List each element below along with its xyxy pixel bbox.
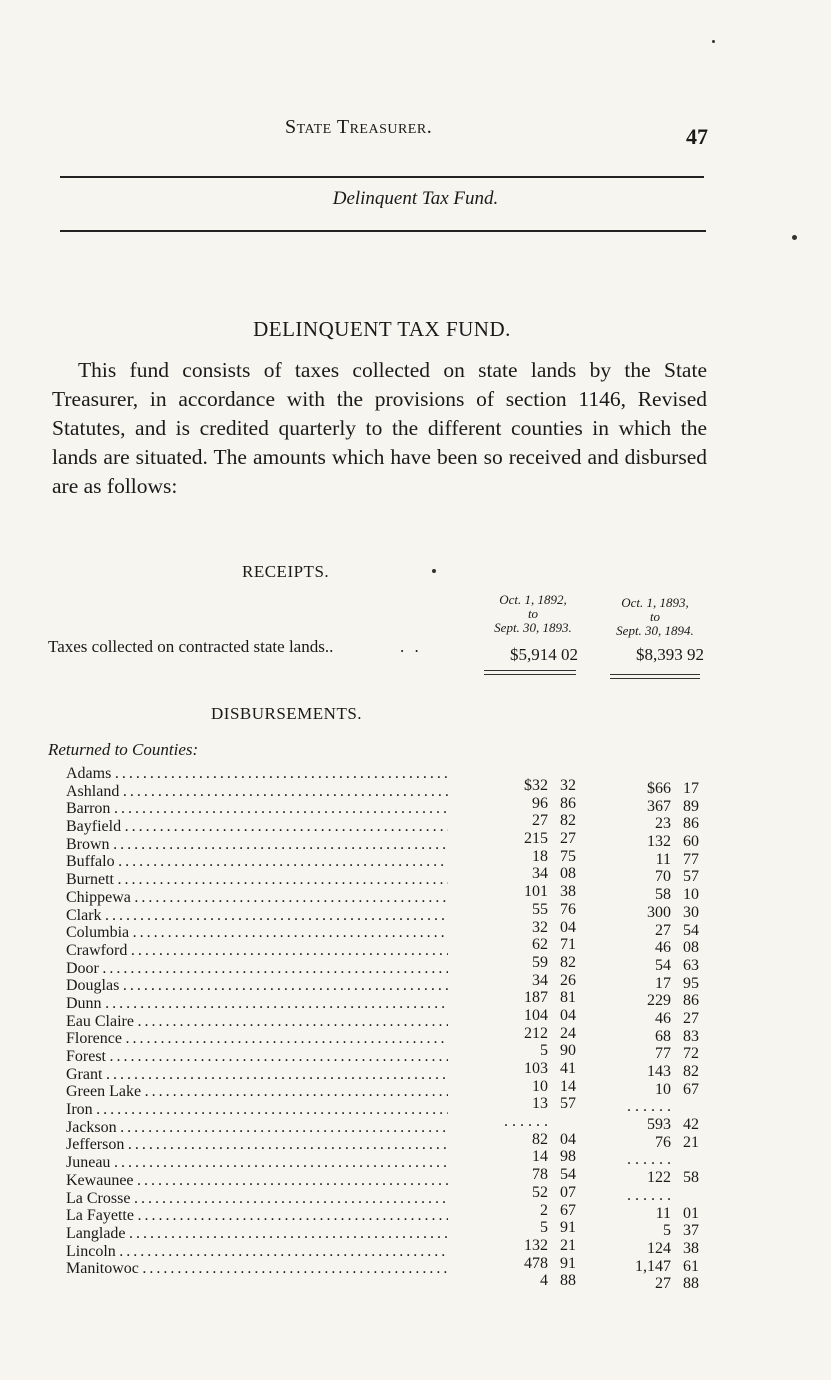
cents: 89 (683, 797, 699, 815)
dollars: 34 (532, 971, 548, 989)
value-row (466, 919, 576, 937)
cents (548, 1113, 576, 1131)
cents (671, 1187, 699, 1205)
dollars: 5 (540, 1042, 548, 1060)
dollars: 76 (655, 1133, 671, 1151)
value-row (589, 1187, 699, 1205)
cents: 24 (560, 1024, 576, 1042)
county-row: Burnett . . . (66, 871, 448, 889)
dollars: 13 (532, 1095, 548, 1113)
values-1893-column (466, 777, 576, 1290)
value-row (466, 1148, 576, 1166)
dollars: 367 (647, 797, 671, 815)
cents: 42 (683, 1116, 699, 1134)
cents (671, 1151, 699, 1169)
value-row (466, 1007, 576, 1025)
double-rule-1893 (484, 670, 576, 675)
value-row (466, 1060, 576, 1078)
disbursements-heading: DISBURSEMENTS. (211, 704, 363, 723)
county-name-list (66, 765, 448, 1278)
value-row (589, 1098, 699, 1116)
dollars: 11 (655, 850, 671, 868)
county-row: Douglas . . . (66, 977, 448, 995)
dollars: 18 (532, 847, 548, 865)
value-row (589, 1045, 699, 1063)
value-row (589, 798, 699, 816)
value-row (589, 868, 699, 886)
value-row (589, 1240, 699, 1258)
cents: 04 (560, 918, 576, 936)
cents: 60 (683, 833, 699, 851)
receipt-value-1894: $8,393 92 (636, 645, 704, 664)
county-row: Buffalo . . . (66, 853, 448, 871)
county-row: Grant . . . (66, 1066, 448, 1084)
county-row: Lincoln . . . (66, 1243, 448, 1261)
cents: 26 (560, 971, 576, 989)
cents: 57 (560, 1095, 576, 1113)
value-row (466, 1113, 576, 1131)
value-row (589, 886, 699, 904)
county-row: Juneau . . . (66, 1154, 448, 1172)
dollars: 62 (532, 936, 548, 954)
cents: 54 (683, 921, 699, 939)
dollars: 132 (647, 833, 671, 851)
county-row: Langlade . . . (66, 1225, 448, 1243)
cents: 75 (560, 847, 576, 865)
cents: 37 (683, 1222, 699, 1240)
dollars: 32 (532, 918, 548, 936)
receipt-leader-dots: . . (400, 637, 422, 656)
value-row (589, 975, 699, 993)
value-row (466, 1219, 576, 1237)
value-row (589, 1258, 699, 1276)
value-row (466, 848, 576, 866)
receipt-label: Taxes collected on contracted state lands.. (48, 637, 334, 656)
cents: 27 (560, 830, 576, 848)
value-row (589, 815, 699, 833)
county-row: Brown . . . (66, 836, 448, 854)
header-rule-bottom (60, 230, 706, 232)
value-row (589, 922, 699, 940)
dollars: 2 (540, 1201, 548, 1219)
cents: 54 (560, 1166, 576, 1184)
cents: 82 (560, 812, 576, 830)
dollars: 77 (655, 1045, 671, 1063)
cents: 21 (683, 1133, 699, 1151)
dollars: $66 (647, 780, 671, 797)
cents: 14 (560, 1077, 576, 1095)
dollars: 10 (532, 1077, 548, 1095)
dollars: 55 (532, 900, 548, 918)
cents: 63 (683, 956, 699, 974)
dollars: 229 (647, 992, 671, 1010)
dollars: 96 (532, 794, 548, 812)
col1-line3: Sept. 30, 1893. (494, 620, 572, 635)
value-row (466, 954, 576, 972)
cents: 91 (560, 1254, 576, 1272)
dollars: . . . . . . (504, 1113, 548, 1131)
page-title: DELINQUENT TAX FUND. (253, 317, 511, 341)
value-row (466, 1025, 576, 1043)
cents: 81 (560, 989, 576, 1007)
dollars: 103 (524, 1060, 548, 1077)
intro-paragraph: This fund consists of taxes collected on state lands by the State Treasurer, in accordance with the provisions of section 1146, Revised Statutes, and is credited quarterly to the different counties in which the lands are situated. The amounts which have been so received and disbursed are as follows: (52, 358, 707, 498)
value-row (589, 957, 699, 975)
dollars: 54 (655, 956, 671, 974)
dollars: 58 (655, 886, 671, 904)
values-1894-column (589, 780, 699, 1293)
value-row (466, 1166, 576, 1184)
cents: 01 (683, 1204, 699, 1222)
cents: 08 (683, 939, 699, 957)
value-row (466, 777, 576, 795)
cents: 61 (683, 1257, 699, 1275)
cents: 86 (683, 992, 699, 1010)
cents: 71 (560, 936, 576, 954)
value-row (466, 1078, 576, 1096)
county-row: Bayfield . . . (66, 818, 448, 836)
cents: 41 (560, 1060, 576, 1077)
county-row: Forest . . . (66, 1048, 448, 1066)
dollars: 132 (524, 1236, 548, 1254)
value-row (466, 989, 576, 1007)
dollars: 78 (532, 1166, 548, 1184)
returned-to-counties: Returned to Counties: (48, 740, 199, 759)
cents: 83 (683, 1027, 699, 1045)
col2-line3: Sept. 30, 1894. (616, 623, 694, 638)
value-row (466, 1272, 576, 1290)
county-row: Jackson . . . (66, 1119, 448, 1137)
dollars: 70 (655, 868, 671, 886)
dollars: . . . . . . (627, 1186, 671, 1204)
cents: 07 (560, 1183, 576, 1201)
county-row: Barron . . . (66, 800, 448, 818)
county-row: Jefferson . . . (66, 1136, 448, 1154)
col1-line1: Oct. 1, 1892, (499, 592, 567, 607)
dollars: 52 (532, 1183, 548, 1201)
dollars: 46 (655, 1009, 671, 1027)
county-row: Florence . . . (66, 1030, 448, 1048)
dollars: 46 (655, 939, 671, 957)
value-row (589, 1151, 699, 1169)
dollars: 17 (655, 974, 671, 992)
dollars: . . . . . . (627, 1151, 671, 1169)
dollars: 5 (663, 1222, 671, 1240)
col2-line2: to (649, 609, 661, 624)
dollars: 187 (524, 989, 548, 1007)
cents: 10 (683, 886, 699, 904)
dollars: . . . . . . (627, 1098, 671, 1116)
value-row (589, 833, 699, 851)
county-row: Manitowoc . . . (66, 1260, 448, 1278)
county-row: Adams . . . (66, 765, 448, 783)
county-row: Crawford . . . (66, 942, 448, 960)
cents: 04 (560, 1006, 576, 1024)
double-rule-1894 (610, 674, 700, 679)
dollars: 34 (532, 865, 548, 883)
county-row: La Fayette . . . (66, 1207, 448, 1225)
value-row (589, 1063, 699, 1081)
receipt-value-1893: $5,914 02 (510, 645, 578, 664)
value-row (589, 939, 699, 957)
column-header-1894 (600, 596, 710, 638)
dollars: 1,147 (635, 1257, 671, 1275)
value-row (589, 1134, 699, 1152)
cents: 82 (683, 1063, 699, 1080)
value-row (466, 901, 576, 919)
cents: 04 (560, 1130, 576, 1148)
dollars: 593 (647, 1116, 671, 1134)
ink-speck (792, 235, 797, 240)
dollars: 27 (655, 1275, 671, 1293)
dollars: 27 (532, 812, 548, 830)
cents: 27 (683, 1009, 699, 1027)
column-header-1893 (478, 593, 588, 635)
dollars: 5 (540, 1219, 548, 1237)
dollars: 10 (655, 1080, 671, 1098)
dollars: 14 (532, 1148, 548, 1166)
cents: 90 (560, 1042, 576, 1060)
county-row: Iron . . . (66, 1101, 448, 1119)
cents: 91 (560, 1219, 576, 1237)
value-row (589, 1028, 699, 1046)
county-row: Ashland . . . (66, 783, 448, 801)
cents: 86 (560, 794, 576, 812)
dollars: 122 (647, 1169, 671, 1187)
value-row (589, 1169, 699, 1187)
cents: 38 (560, 883, 576, 901)
dollars: 23 (655, 815, 671, 833)
cents: 88 (560, 1272, 576, 1290)
dollars: 11 (655, 1204, 671, 1222)
dollars: 300 (647, 903, 671, 921)
dollars: 82 (532, 1130, 548, 1148)
county-row: Kewaunee . . . (66, 1172, 448, 1190)
value-row (466, 1042, 576, 1060)
value-row (466, 1095, 576, 1113)
col2-line1: Oct. 1, 1893, (621, 595, 689, 610)
county-row: Eau Claire . . . (66, 1013, 448, 1031)
cents: 38 (683, 1239, 699, 1257)
value-row (466, 936, 576, 954)
county-row: La Crosse . . . (66, 1190, 448, 1208)
cents: 86 (683, 815, 699, 833)
dollars: 215 (524, 830, 548, 848)
dollars: 124 (647, 1239, 671, 1257)
dollars: 212 (524, 1024, 548, 1042)
dollars: 59 (532, 953, 548, 971)
value-row (466, 1202, 576, 1220)
county-row: Columbia . . . (66, 924, 448, 942)
cents: 88 (683, 1275, 699, 1293)
section-subtitle: Delinquent Tax Fund. (332, 188, 499, 209)
dollars: 4 (540, 1272, 548, 1290)
value-row (466, 830, 576, 848)
value-row (589, 1222, 699, 1240)
value-row (589, 1081, 699, 1099)
value-row (466, 883, 576, 901)
value-row (466, 865, 576, 883)
county-row: Green Lake . . . (66, 1083, 448, 1101)
header-rule-top (60, 176, 704, 178)
cents: 67 (683, 1080, 699, 1098)
cents: 58 (683, 1169, 699, 1187)
page-number: 47 (686, 124, 708, 149)
value-row (589, 992, 699, 1010)
county-row: Dunn . . . (66, 995, 448, 1013)
cents: 30 (683, 903, 699, 921)
county-row: Door . . . (66, 960, 448, 978)
cents: 95 (683, 974, 699, 992)
value-row (589, 1275, 699, 1293)
running-head: State Treasurer. (285, 116, 433, 138)
value-row (589, 1205, 699, 1223)
cents: 76 (560, 900, 576, 918)
cents (671, 1098, 699, 1116)
ink-speck (432, 569, 436, 573)
dollars: 101 (524, 883, 548, 901)
ink-speck (712, 40, 715, 43)
value-row (466, 795, 576, 813)
value-row (589, 780, 699, 798)
value-row (466, 1255, 576, 1273)
dollars: 143 (647, 1063, 671, 1080)
value-row (466, 1184, 576, 1202)
value-row (466, 1237, 576, 1255)
cents: 82 (560, 953, 576, 971)
dollars: 68 (655, 1027, 671, 1045)
value-row (589, 851, 699, 869)
value-row (466, 812, 576, 830)
cents: 21 (560, 1236, 576, 1254)
cents: 17 (683, 780, 699, 797)
dollars: 27 (655, 921, 671, 939)
value-row (466, 972, 576, 990)
dollars: 104 (524, 1006, 548, 1024)
cents: 72 (683, 1045, 699, 1063)
cents: 98 (560, 1148, 576, 1166)
cents: 57 (683, 868, 699, 886)
dollars: $32 (524, 777, 548, 794)
cents: 77 (683, 850, 699, 868)
county-row: Chippewa . . . (66, 889, 448, 907)
col1-line2: to (527, 606, 539, 621)
cents: 67 (560, 1201, 576, 1219)
county-row: Clark . . . (66, 907, 448, 925)
value-row (589, 1010, 699, 1028)
value-row (589, 904, 699, 922)
dollars: 478 (524, 1254, 548, 1272)
cents: 08 (560, 865, 576, 883)
receipts-heading: RECEIPTS. (242, 562, 330, 581)
value-row (466, 1131, 576, 1149)
value-row (589, 1116, 699, 1134)
cents: 32 (560, 777, 576, 794)
